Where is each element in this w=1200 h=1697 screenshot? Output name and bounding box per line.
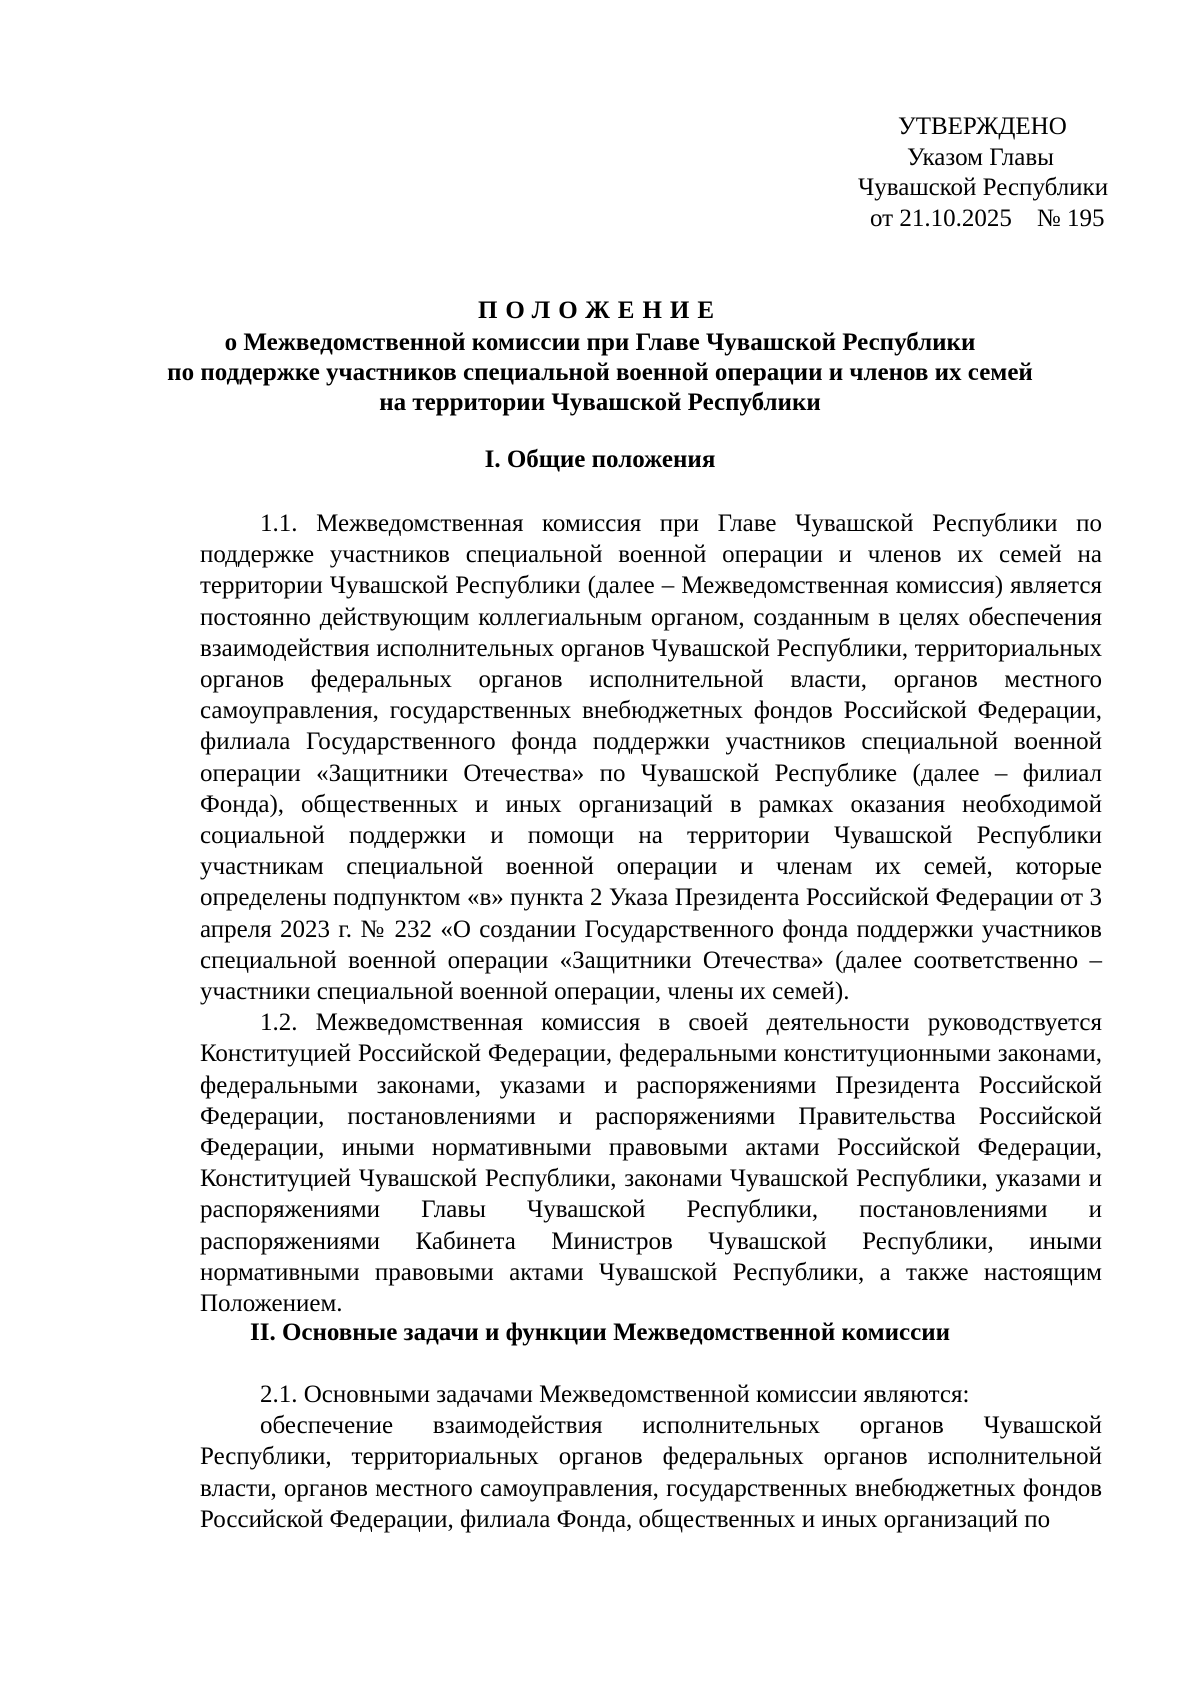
approval-line-date-number: от 21.10.2025 № 195: [870, 204, 1105, 232]
document-subtitle-line-3: на территории Чувашской Республики: [379, 389, 821, 416]
document-subtitle-line-1: о Межведомственной комиссии при Главе Чувашской Республики: [224, 329, 976, 356]
approval-stamp: [820, 112, 1120, 234]
document-subtitle-line-2: по поддержке участников специальной военной операции и членов их семей: [167, 359, 1033, 386]
document-heading: ПОЛОЖЕНИЕ: [477, 297, 723, 324]
section-body-general: [200, 508, 1102, 1319]
paragraph-2-1: 2.1. Основными задачами Межведомственной комиссии являются:: [260, 1381, 970, 1408]
paragraph-1-1: 1.1. Межведомственная комиссия при Главе Чувашской Республики по поддержке участников специальной военной операции и членов их семей на территории Чувашской Республики (далее – Межведомственная комиссия) является постоянно действующим коллегиальным органом, созданным в целях обеспечения взаимодействия исполнительных органов Чувашской Республики, территориальных органов федеральных органов исполнительной власти, органов местного самоуправления, государственных внебюджетных фондов Российской Федерации, филиала Государственного фонда поддержки участников специальной военной операции «Защитники Отечества» по Чувашской Республике (далее – филиал Фонда), общественных и иных организаций в рамках оказания необходимой социальной поддержки и помощи на территории Чувашской Республики участникам специальной военной операции и членам их семей, которые определены подпунктом «в» пункта 2 Указа Президента Российской Федерации от 3 апреля 2023 г. № 232 «О создании Государственного фонда поддержки участников специальной военной операции «Защитники Отечества» (далее соответственно – участники специальной военной операции, члены их семей).: [200, 510, 1102, 1006]
paragraph-2-1-item: обеспечение взаимодействия исполнительных органов Чувашской Республики, территориальных органов федеральных органов исполнительной власти, органов местного самоуправления, государственных внебюджетных фондов Российской Федерации, филиала Фонда, общественных и иных организаций по: [200, 1412, 1102, 1533]
section-title-tasks: II. Основные задачи и функции Межведомственной комиссии: [249, 1319, 951, 1346]
paragraph-1-2: 1.2. Межведомственная комиссия в своей деятельности руководствуется Конституцией Российской Федерации, федеральными конституционными законами, федеральными законами, указами и распоряжениями Президента Российской Федерации, постановлениями и распоряжениями Правительства Российской Федерации, иными нормативными правовыми актами Российской Федерации, Конституцией Чувашской Республики, законами Чувашской Республики, указами и распоряжениями Главы Чувашской Республики, постановлениями и распоряжениями Кабинета Министров Чувашской Республики, иными нормативными правовыми актами Чувашской Республики, а также настоящим Положением.: [200, 1009, 1102, 1318]
approval-line-approved: УТВЕРЖДЕНО: [898, 113, 1067, 140]
approval-line-decree: Указом Главы: [907, 143, 1054, 171]
section-body-tasks: [200, 1379, 1102, 1535]
approval-line-republic: Чувашской Республики: [858, 174, 1109, 201]
section-title-general: I. Общие положения: [484, 446, 716, 473]
document-title: [150, 296, 1050, 418]
